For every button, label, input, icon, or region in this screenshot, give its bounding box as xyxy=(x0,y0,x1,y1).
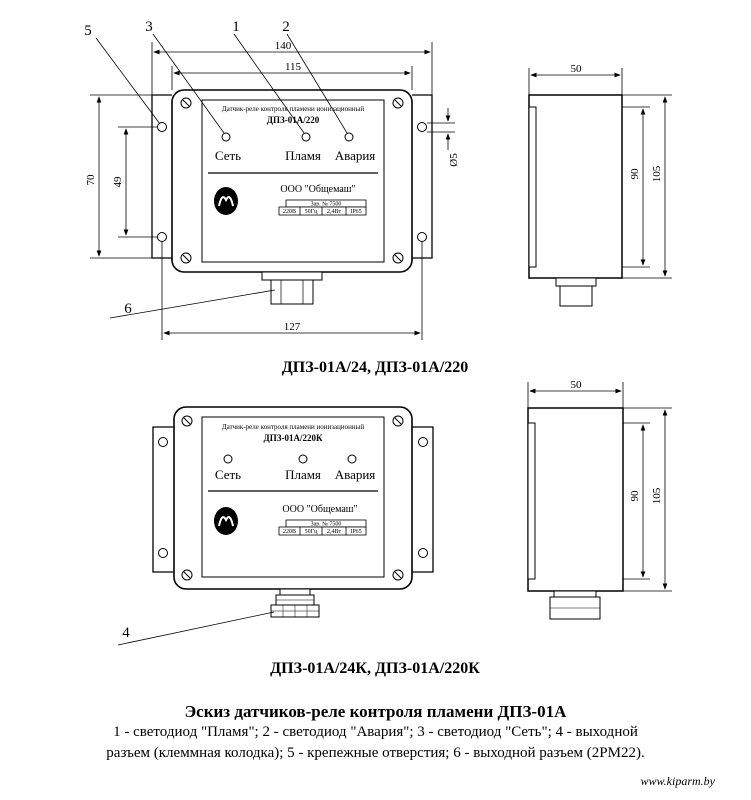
led-label-power: Сеть xyxy=(214,148,242,163)
side-flange xyxy=(528,423,535,579)
model-name: ДПЗ-01А/220К xyxy=(263,433,323,443)
company-name: ООО "Общемаш" xyxy=(282,504,358,515)
led-label-flame: Пламя xyxy=(285,467,321,482)
company-logo xyxy=(214,187,238,215)
serial-number: Зав. № 7500 xyxy=(310,521,342,528)
led-label-power: Сеть xyxy=(214,467,242,482)
led-label-flame: Пламя xyxy=(285,148,321,163)
bottom-caption: ДПЗ-01А/24К, ДПЗ-01А/220К xyxy=(270,660,480,677)
mounting-hole xyxy=(158,233,167,242)
side-housing xyxy=(529,95,622,278)
lid-screw xyxy=(182,570,192,580)
dim-hole-spacing-49: 49 xyxy=(112,176,124,188)
watermark: www.kiparm.by xyxy=(640,774,715,788)
company-logo xyxy=(214,507,238,535)
side-dim-50: 50 xyxy=(570,379,582,391)
lid-screw xyxy=(181,253,191,263)
spec-voltage: 220В xyxy=(282,209,297,215)
spec-power: 2,4Вт xyxy=(326,529,342,535)
model-name: ДПЗ-01А/220 xyxy=(266,115,320,125)
plate-title: Датчик-реле контроля пламени ионизационный xyxy=(221,423,365,431)
dim-width-140: 140 xyxy=(274,40,292,52)
lid-screw xyxy=(393,98,403,108)
callout-6: 6 xyxy=(124,301,132,317)
plate-title: Датчик-реле контроля пламени ионизационный xyxy=(221,105,365,113)
lid-screw xyxy=(393,253,403,263)
legend-line: разъем (клеммная колодка); 5 - крепежные отверстия; 6 - выходной разъем (2РМ22). xyxy=(106,745,645,761)
serial-number: Зав. № 7500 xyxy=(310,201,342,208)
top-caption: ДПЗ-01А/24, ДПЗ-01А/220 xyxy=(281,359,469,376)
side-dim-90: 90 xyxy=(629,168,641,180)
led-label-alarm: Авария xyxy=(334,148,376,163)
legend-line: 1 - светодиод "Пламя"; 2 - светодиод "Авария"; 3 - светодиод "Сеть"; 4 - выходной xyxy=(113,724,638,740)
dim-hole-center-127: 127 xyxy=(283,321,301,333)
side-connector xyxy=(560,286,592,306)
led-flame xyxy=(302,133,310,141)
mounting-hole xyxy=(158,123,167,132)
lid-screw xyxy=(393,570,403,580)
bottom-front-view xyxy=(118,407,480,677)
side-gland-base xyxy=(554,591,596,597)
callout-3: 3 xyxy=(145,19,153,35)
callout-4: 4 xyxy=(122,625,130,641)
led-flame xyxy=(299,455,307,463)
spec-power: 2,4Вт xyxy=(326,209,342,215)
side-connector-base xyxy=(556,278,596,286)
lid-screw xyxy=(181,98,191,108)
top-side-view xyxy=(529,63,672,306)
led-power xyxy=(222,133,230,141)
callout-1: 1 xyxy=(232,19,240,35)
output-connector xyxy=(262,272,322,304)
spec-frequency: 50Гц xyxy=(304,529,318,535)
led-alarm xyxy=(348,455,356,463)
led-alarm xyxy=(345,133,353,141)
side-dim-90: 90 xyxy=(629,490,641,502)
mounting-hole xyxy=(419,438,428,447)
mounting-hole xyxy=(159,549,168,558)
bottom-side-view xyxy=(528,379,672,619)
dim-hole-diameter-5: Ø5 xyxy=(448,153,460,167)
led-power xyxy=(224,455,232,463)
spec-protection: IP65 xyxy=(350,529,362,535)
legend xyxy=(0,722,751,764)
led-label-alarm: Авария xyxy=(334,467,376,482)
sketch-title: Эскиз датчиков-реле контроля пламени ДПЗ-01А xyxy=(184,702,567,721)
lid-screw xyxy=(182,416,192,426)
side-dim-50: 50 xyxy=(570,63,582,75)
mounting-hole xyxy=(418,233,427,242)
mounting-hole xyxy=(418,123,427,132)
spec-voltage: 220В xyxy=(282,529,297,535)
lid-screw xyxy=(393,416,403,426)
callout-5: 5 xyxy=(84,23,92,39)
side-flange xyxy=(529,107,536,267)
spec-frequency: 50Гц xyxy=(304,209,318,215)
spec-protection: IP65 xyxy=(350,209,362,215)
mounting-hole xyxy=(159,438,168,447)
dim-height-70: 70 xyxy=(85,174,97,186)
side-housing xyxy=(528,408,623,591)
side-dim-105: 105 xyxy=(651,487,663,505)
terminal-gland xyxy=(271,589,319,617)
company-name: ООО "Общемаш" xyxy=(280,184,356,195)
dim-width-115: 115 xyxy=(284,61,302,73)
side-dim-105: 105 xyxy=(651,165,663,183)
callout-2: 2 xyxy=(282,19,290,35)
top-front-view xyxy=(84,19,468,376)
mounting-hole xyxy=(419,549,428,558)
